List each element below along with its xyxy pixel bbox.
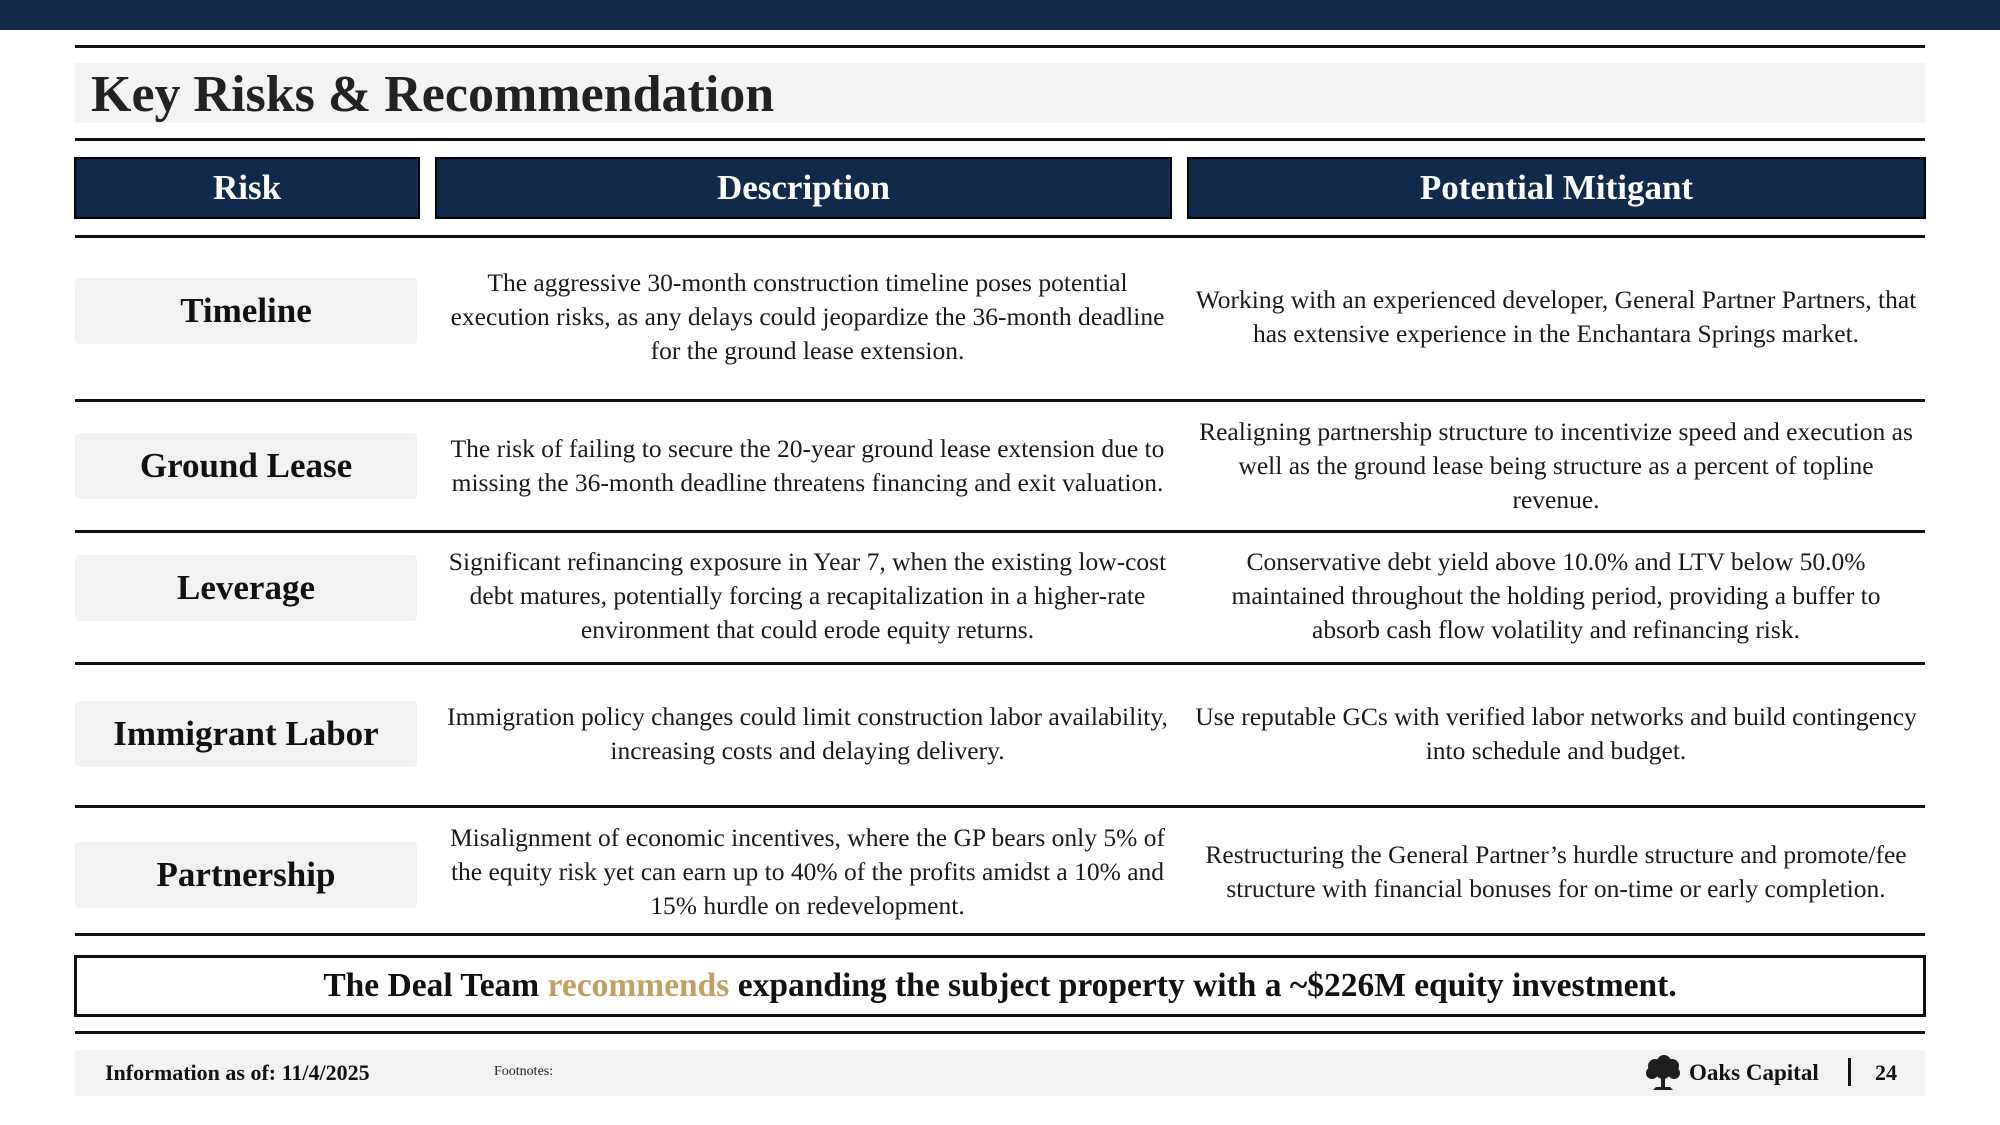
- row-divider: [75, 805, 1925, 808]
- title-bottom-rule: [75, 138, 1925, 141]
- footer-top-rule: [75, 1031, 1925, 1034]
- risk-description-leverage: Significant refinancing exposure in Year 7, when the existing low-cost debt matures, potentially forcing a recapitalization in a higher-rate environment that could erode equity returns.: [448, 547, 1167, 644]
- risk-mitigant-ground-lease: Realigning partnership structure to incentivize speed and execution as well as the ground lease being structure as a percent of topline revenue.: [1199, 417, 1913, 514]
- risk-mitigant-partnership: Restructuring the General Partner’s hurdle structure and promote/fee structure with financial bonuses for on-time or early completion.: [1205, 840, 1907, 903]
- risk-label-timeline: Timeline: [75, 278, 417, 344]
- column-header-mitigant: Potential Mitigant: [1187, 157, 1926, 219]
- risk-description-immigrant-labor: Immigration policy changes could limit construction labor availability, increasing costs and delaying delivery.: [447, 702, 1168, 765]
- brand-name: Oaks Capital: [1689, 1060, 1819, 1085]
- footnotes-label: Footnotes:: [494, 1064, 554, 1079]
- recommendation-suffix: expanding the subject property with a ~$226M equity investment.: [729, 967, 1677, 1004]
- risk-label-leverage: Leverage: [75, 555, 417, 621]
- risk-description-partnership: Misalignment of economic incentives, where the GP bears only 5% of the equity risk yet can earn up to 40% of the profits amidst a 10% and 15% hurdle on redevelopment.: [450, 823, 1165, 920]
- row-divider: [75, 399, 1925, 402]
- recommendation-highlight: recommends: [547, 967, 730, 1004]
- information-date: Information as of: 11/4/2025: [105, 1060, 370, 1085]
- oak-tree-icon: [1643, 1054, 1683, 1092]
- row-divider: [75, 662, 1925, 665]
- risk-label-ground-lease: Ground Lease: [75, 433, 417, 499]
- footer-separator: [1848, 1058, 1851, 1086]
- risk-label-immigrant-labor: Immigrant Labor: [75, 701, 417, 767]
- risk-description-timeline: The aggressive 30-month construction timeline poses potential execution risks, as any delays could jeopardize the 36-month deadline for the ground lease extension.: [450, 268, 1165, 365]
- recommendation-box: [74, 955, 1926, 1017]
- risk-mitigant-timeline: Working with an experienced developer, General Partner Partners, that has extensive experience in the Enchantara Springs market.: [1195, 285, 1917, 348]
- risk-mitigant-immigrant-labor: Use reputable GCs with verified labor networks and build contingency into schedule and budget.: [1195, 702, 1917, 765]
- page-number: 24: [1875, 1060, 1897, 1085]
- recommendation-prefix: The Deal Team: [323, 967, 548, 1004]
- title-top-rule: [75, 45, 1925, 48]
- row-divider: [75, 933, 1925, 936]
- footer: [75, 1050, 1925, 1096]
- title-band: [75, 63, 1925, 123]
- brand-logo: [1643, 1054, 1819, 1092]
- risk-mitigant-leverage: Conservative debt yield above 10.0% and LTV below 50.0% maintained throughout the holding period, providing a buffer to absorb cash flow volatility and refinancing risk.: [1231, 547, 1881, 644]
- column-header-description: Description: [435, 157, 1172, 219]
- row-divider: [75, 530, 1925, 533]
- page-title: Key Risks & Recommendation: [91, 66, 775, 123]
- column-header-risk: Risk: [74, 157, 420, 219]
- risk-description-ground-lease: The risk of failing to secure the 20-year ground lease extension due to missing the 36-month deadline threatens financing and exit valuation.: [450, 434, 1165, 497]
- risk-label-partnership: Partnership: [75, 842, 417, 908]
- top-accent-bar: [0, 0, 2000, 30]
- header-divider: [75, 235, 1925, 238]
